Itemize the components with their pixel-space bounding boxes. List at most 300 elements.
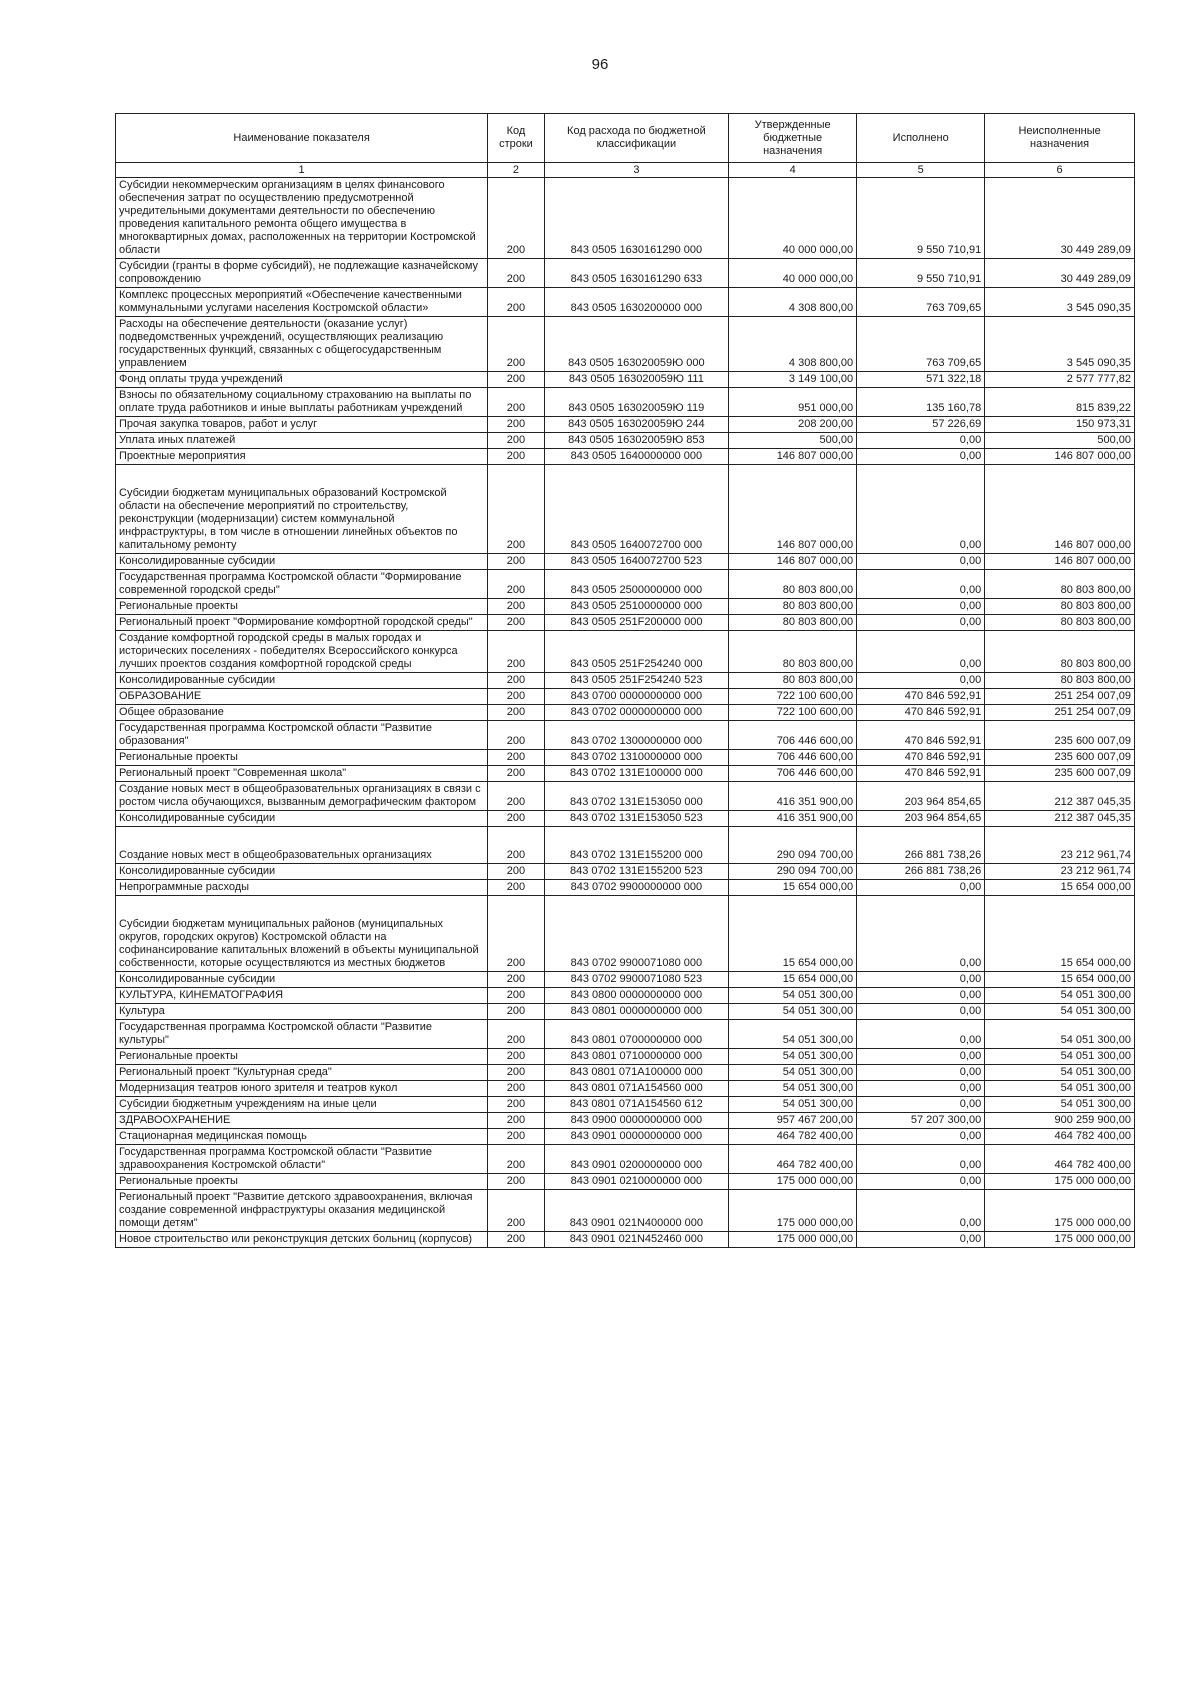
approved-amount-cell: 54 051 300,00 — [729, 1065, 857, 1081]
expense-code-cell: 843 0505 251F254240 523 — [544, 673, 728, 689]
executed-amount-cell: 266 881 738,26 — [857, 864, 985, 880]
expense-code-cell: 843 0901 021N400000 000 — [544, 1190, 728, 1232]
indicator-name-cell: ОБРАЗОВАНИЕ — [116, 689, 488, 705]
unexecuted-amount-cell: 54 051 300,00 — [985, 1049, 1135, 1065]
indicator-name-cell: Государственная программа Костромской области "Формирование современной городской среды" — [116, 570, 488, 599]
approved-amount-cell: 722 100 600,00 — [729, 705, 857, 721]
row-code-cell: 200 — [488, 178, 544, 259]
unexecuted-amount-cell: 150 973,31 — [985, 417, 1135, 433]
executed-amount-cell: 0,00 — [857, 554, 985, 570]
unexecuted-amount-cell: 464 782 400,00 — [985, 1129, 1135, 1145]
approved-amount-cell: 4 308 800,00 — [729, 288, 857, 317]
indicator-name-cell: Региональный проект "Современная школа" — [116, 766, 488, 782]
unexecuted-amount-cell: 175 000 000,00 — [985, 1174, 1135, 1190]
executed-amount-cell: 0,00 — [857, 1174, 985, 1190]
indicator-name-cell: Государственная программа Костромской области "Развитие культуры" — [116, 1020, 488, 1049]
table-row — [116, 988, 1135, 1004]
expense-code-cell: 843 0900 0000000000 000 — [544, 1113, 728, 1129]
executed-amount-cell: 0,00 — [857, 1081, 985, 1097]
row-code-cell: 200 — [488, 465, 544, 554]
table-row — [116, 372, 1135, 388]
indicator-name-cell: Региональный проект "Развитие детского здравоохранения, включая создание современной инфраструктуры оказания медицинской помощи детям" — [116, 1190, 488, 1232]
column-number: 1 — [116, 163, 488, 178]
approved-amount-cell: 706 446 600,00 — [729, 766, 857, 782]
table-row — [116, 1113, 1135, 1129]
row-code-cell: 200 — [488, 615, 544, 631]
executed-amount-cell: 0,00 — [857, 465, 985, 554]
indicator-name-cell: Субсидии бюджетным учреждениям на иные цели — [116, 1097, 488, 1113]
executed-amount-cell: 0,00 — [857, 880, 985, 896]
approved-amount-cell: 500,00 — [729, 433, 857, 449]
unexecuted-amount-cell: 80 803 800,00 — [985, 615, 1135, 631]
table-row — [116, 465, 1135, 554]
unexecuted-amount-cell: 146 807 000,00 — [985, 465, 1135, 554]
executed-amount-cell: 763 709,65 — [857, 288, 985, 317]
row-code-cell: 200 — [488, 1020, 544, 1049]
indicator-name-cell: Общее образование — [116, 705, 488, 721]
row-code-cell: 200 — [488, 1081, 544, 1097]
table-row — [116, 1004, 1135, 1020]
unexecuted-amount-cell: 80 803 800,00 — [985, 599, 1135, 615]
table-row — [116, 705, 1135, 721]
expense-code-cell: 843 0505 163020059Ю 119 — [544, 388, 728, 417]
column-number-row — [116, 163, 1135, 178]
indicator-name-cell: Субсидии бюджетам муниципальных образований Костромской области на обеспечение мероприятий по строительству, реконструкции (модернизации) систем коммунальной инфраструктуры, в том числе в отношении линейных объектов по капитальному ремонту — [116, 465, 488, 554]
indicator-name-cell: Региональные проекты — [116, 750, 488, 766]
unexecuted-amount-cell: 500,00 — [985, 433, 1135, 449]
expense-code-cell: 843 0702 131E155200 523 — [544, 864, 728, 880]
row-code-cell: 200 — [488, 1113, 544, 1129]
table-row — [116, 880, 1135, 896]
header-row — [116, 114, 1135, 163]
expense-code-cell: 843 0801 0700000000 000 — [544, 1020, 728, 1049]
unexecuted-amount-cell: 146 807 000,00 — [985, 449, 1135, 465]
approved-amount-cell: 290 094 700,00 — [729, 864, 857, 880]
page-number: 96 — [591, 56, 609, 73]
expense-code-cell: 843 0505 1640072700 523 — [544, 554, 728, 570]
column-number: 5 — [857, 163, 985, 178]
row-code-cell: 200 — [488, 288, 544, 317]
executed-amount-cell: 0,00 — [857, 673, 985, 689]
executed-amount-cell: 135 160,78 — [857, 388, 985, 417]
unexecuted-amount-cell: 815 839,22 — [985, 388, 1135, 417]
indicator-name-cell: Государственная программа Костромской области "Развитие образования" — [116, 721, 488, 750]
table-row — [116, 972, 1135, 988]
executed-amount-cell: 203 964 854,65 — [857, 782, 985, 811]
indicator-name-cell: Культура — [116, 1004, 488, 1020]
indicator-name-cell: Создание новых мест в общеобразовательных организациях в связи с ростом числа обучающихся, вызванным демографическим фактором — [116, 782, 488, 811]
indicator-name-cell: Региональный проект "Формирование комфортной городской среды" — [116, 615, 488, 631]
expense-code-cell: 843 0702 131E155200 000 — [544, 827, 728, 864]
indicator-name-cell: Консолидированные субсидии — [116, 554, 488, 570]
executed-amount-cell: 0,00 — [857, 449, 985, 465]
header-approved: Утвержденные бюджетные назначения — [729, 114, 857, 163]
header-row-code: Код строки — [488, 114, 544, 163]
indicator-name-cell: Государственная программа Костромской области "Развитие здравоохранения Костромской области" — [116, 1145, 488, 1174]
expense-code-cell: 843 0505 2500000000 000 — [544, 570, 728, 599]
table-row — [116, 433, 1135, 449]
indicator-name-cell: Взносы по обязательному социальному страхованию на выплаты по оплате труда работников и иные выплаты работникам учреждений — [116, 388, 488, 417]
expense-code-cell: 843 0801 0000000000 000 — [544, 1004, 728, 1020]
table-row — [116, 1174, 1135, 1190]
indicator-name-cell: Консолидированные субсидии — [116, 811, 488, 827]
approved-amount-cell: 54 051 300,00 — [729, 1004, 857, 1020]
unexecuted-amount-cell: 54 051 300,00 — [985, 1065, 1135, 1081]
column-number: 6 — [985, 163, 1135, 178]
indicator-name-cell: Новое строительство или реконструкция детских больниц (корпусов) — [116, 1232, 488, 1248]
approved-amount-cell: 957 467 200,00 — [729, 1113, 857, 1129]
indicator-name-cell: Создание комфортной городской среды в малых городах и исторических поселениях - победителях Всероссийского конкурса лучших проектов создания комфортной городской среды — [116, 631, 488, 673]
expense-code-cell: 843 0801 071A154560 612 — [544, 1097, 728, 1113]
table-row — [116, 1232, 1135, 1248]
executed-amount-cell: 0,00 — [857, 570, 985, 599]
approved-amount-cell: 464 782 400,00 — [729, 1129, 857, 1145]
approved-amount-cell: 54 051 300,00 — [729, 988, 857, 1004]
row-code-cell: 200 — [488, 388, 544, 417]
unexecuted-amount-cell: 23 212 961,74 — [985, 827, 1135, 864]
executed-amount-cell: 9 550 710,91 — [857, 259, 985, 288]
executed-amount-cell: 0,00 — [857, 433, 985, 449]
expense-code-cell: 843 0702 131E100000 000 — [544, 766, 728, 782]
executed-amount-cell: 0,00 — [857, 1145, 985, 1174]
unexecuted-amount-cell: 30 449 289,09 — [985, 259, 1135, 288]
executed-amount-cell: 0,00 — [857, 1004, 985, 1020]
unexecuted-amount-cell: 15 654 000,00 — [985, 896, 1135, 972]
header-expense-code: Код расхода по бюджетной классификации — [544, 114, 728, 163]
table-row — [116, 766, 1135, 782]
table-row — [116, 721, 1135, 750]
approved-amount-cell: 464 782 400,00 — [729, 1145, 857, 1174]
row-code-cell: 200 — [488, 880, 544, 896]
row-code-cell: 200 — [488, 599, 544, 615]
row-code-cell: 200 — [488, 1232, 544, 1248]
expense-code-cell: 843 0702 0000000000 000 — [544, 705, 728, 721]
table-row — [116, 631, 1135, 673]
expense-code-cell: 843 0702 1310000000 000 — [544, 750, 728, 766]
executed-amount-cell: 0,00 — [857, 599, 985, 615]
expense-code-cell: 843 0702 9900071080 000 — [544, 896, 728, 972]
unexecuted-amount-cell: 30 449 289,09 — [985, 178, 1135, 259]
approved-amount-cell: 80 803 800,00 — [729, 673, 857, 689]
table-row — [116, 827, 1135, 864]
table-row — [116, 615, 1135, 631]
row-code-cell: 200 — [488, 1145, 544, 1174]
approved-amount-cell: 15 654 000,00 — [729, 972, 857, 988]
expense-code-cell: 843 0702 9900000000 000 — [544, 880, 728, 896]
approved-amount-cell: 54 051 300,00 — [729, 1097, 857, 1113]
indicator-name-cell: ЗДРАВООХРАНЕНИЕ — [116, 1113, 488, 1129]
unexecuted-amount-cell: 235 600 007,09 — [985, 721, 1135, 750]
row-code-cell: 200 — [488, 1004, 544, 1020]
row-code-cell: 200 — [488, 1174, 544, 1190]
table-row — [116, 1049, 1135, 1065]
row-code-cell: 200 — [488, 259, 544, 288]
executed-amount-cell: 0,00 — [857, 1049, 985, 1065]
executed-amount-cell: 0,00 — [857, 896, 985, 972]
expense-code-cell: 843 0702 9900071080 523 — [544, 972, 728, 988]
indicator-name-cell: Региональные проекты — [116, 1174, 488, 1190]
row-code-cell: 200 — [488, 782, 544, 811]
indicator-name-cell: Субсидии (гранты в форме субсидий), не подлежащие казначейскому сопровождению — [116, 259, 488, 288]
row-code-cell: 200 — [488, 988, 544, 1004]
executed-amount-cell: 266 881 738,26 — [857, 827, 985, 864]
row-code-cell: 200 — [488, 317, 544, 372]
expense-code-cell: 843 0800 0000000000 000 — [544, 988, 728, 1004]
expense-code-cell: 843 0505 163020059Ю 244 — [544, 417, 728, 433]
row-code-cell: 200 — [488, 1097, 544, 1113]
unexecuted-amount-cell: 54 051 300,00 — [985, 1020, 1135, 1049]
table-row — [116, 811, 1135, 827]
indicator-name-cell: Модернизация театров юного зрителя и театров кукол — [116, 1081, 488, 1097]
unexecuted-amount-cell: 212 387 045,35 — [985, 811, 1135, 827]
unexecuted-amount-cell: 54 051 300,00 — [985, 1004, 1135, 1020]
approved-amount-cell: 416 351 900,00 — [729, 811, 857, 827]
row-code-cell: 200 — [488, 721, 544, 750]
approved-amount-cell: 54 051 300,00 — [729, 1020, 857, 1049]
table-row — [116, 449, 1135, 465]
expense-code-cell: 843 0505 251F200000 000 — [544, 615, 728, 631]
header-unexecuted: Неисполненные назначения — [985, 114, 1135, 163]
expense-code-cell: 843 0505 163020059Ю 853 — [544, 433, 728, 449]
expense-code-cell: 843 0505 1640000000 000 — [544, 449, 728, 465]
column-number: 2 — [488, 163, 544, 178]
executed-amount-cell: 0,00 — [857, 1020, 985, 1049]
expense-code-cell: 843 0901 0000000000 000 — [544, 1129, 728, 1145]
executed-amount-cell: 0,00 — [857, 988, 985, 1004]
unexecuted-amount-cell: 80 803 800,00 — [985, 631, 1135, 673]
unexecuted-amount-cell: 15 654 000,00 — [985, 972, 1135, 988]
header-executed: Исполнено — [857, 114, 985, 163]
row-code-cell: 200 — [488, 1065, 544, 1081]
unexecuted-amount-cell: 900 259 900,00 — [985, 1113, 1135, 1129]
unexecuted-amount-cell: 80 803 800,00 — [985, 570, 1135, 599]
unexecuted-amount-cell: 54 051 300,00 — [985, 1081, 1135, 1097]
row-code-cell: 200 — [488, 433, 544, 449]
expense-code-cell: 843 0702 131E153050 000 — [544, 782, 728, 811]
expense-code-cell: 843 0505 1640072700 000 — [544, 465, 728, 554]
unexecuted-amount-cell: 80 803 800,00 — [985, 673, 1135, 689]
row-code-cell: 200 — [488, 811, 544, 827]
indicator-name-cell: Региональные проекты — [116, 599, 488, 615]
indicator-name-cell: Консолидированные субсидии — [116, 673, 488, 689]
expense-code-cell: 843 0702 131E153050 523 — [544, 811, 728, 827]
row-code-cell: 200 — [488, 972, 544, 988]
table-body — [116, 178, 1135, 1248]
approved-amount-cell: 290 094 700,00 — [729, 827, 857, 864]
table-row — [116, 1145, 1135, 1174]
approved-amount-cell: 40 000 000,00 — [729, 178, 857, 259]
header-indicator-name: Наименование показателя — [116, 114, 488, 163]
table-row — [116, 1020, 1135, 1049]
approved-amount-cell: 40 000 000,00 — [729, 259, 857, 288]
unexecuted-amount-cell: 464 782 400,00 — [985, 1145, 1135, 1174]
row-code-cell: 200 — [488, 673, 544, 689]
unexecuted-amount-cell: 54 051 300,00 — [985, 988, 1135, 1004]
approved-amount-cell: 146 807 000,00 — [729, 449, 857, 465]
indicator-name-cell: Субсидии бюджетам муниципальных районов (муниципальных округов, городских округов) Костромской области на софинансирование капитальных вложений в объекты муниципальной собственности, которые осуществляются из местных бюджетов — [116, 896, 488, 972]
expense-code-cell: 843 0505 2510000000 000 — [544, 599, 728, 615]
indicator-name-cell: Консолидированные субсидии — [116, 972, 488, 988]
expense-code-cell: 843 0505 1630161290 000 — [544, 178, 728, 259]
approved-amount-cell: 175 000 000,00 — [729, 1174, 857, 1190]
approved-amount-cell: 146 807 000,00 — [729, 554, 857, 570]
indicator-name-cell: Консолидированные субсидии — [116, 864, 488, 880]
unexecuted-amount-cell: 235 600 007,09 — [985, 766, 1135, 782]
unexecuted-amount-cell: 3 545 090,35 — [985, 288, 1135, 317]
row-code-cell: 200 — [488, 705, 544, 721]
table-row — [116, 896, 1135, 972]
table-row — [116, 417, 1135, 433]
indicator-name-cell: Региональные проекты — [116, 1049, 488, 1065]
table-row — [116, 288, 1135, 317]
executed-amount-cell: 0,00 — [857, 1097, 985, 1113]
unexecuted-amount-cell: 146 807 000,00 — [985, 554, 1135, 570]
expense-code-cell: 843 0801 071A154560 000 — [544, 1081, 728, 1097]
approved-amount-cell: 80 803 800,00 — [729, 599, 857, 615]
table-row — [116, 1065, 1135, 1081]
executed-amount-cell: 9 550 710,91 — [857, 178, 985, 259]
approved-amount-cell: 15 654 000,00 — [729, 896, 857, 972]
indicator-name-cell: Создание новых мест в общеобразовательных организациях — [116, 827, 488, 864]
approved-amount-cell: 80 803 800,00 — [729, 631, 857, 673]
executed-amount-cell: 0,00 — [857, 972, 985, 988]
table-row — [116, 259, 1135, 288]
approved-amount-cell: 722 100 600,00 — [729, 689, 857, 705]
expense-code-cell: 843 0901 021N452460 000 — [544, 1232, 728, 1248]
column-number: 3 — [544, 163, 728, 178]
approved-amount-cell: 706 446 600,00 — [729, 750, 857, 766]
row-code-cell: 200 — [488, 554, 544, 570]
table-row — [116, 750, 1135, 766]
approved-amount-cell: 80 803 800,00 — [729, 615, 857, 631]
table-row — [116, 388, 1135, 417]
indicator-name-cell: Субсидии некоммерческим организациям в целях финансового обеспечения затрат по осуществлению предусмотренной учредительными документами деятельности по обеспечению проведения капитального ремонта общего имущества в многоквартирных домах, расположенных на территории Костромской области — [116, 178, 488, 259]
approved-amount-cell: 208 200,00 — [729, 417, 857, 433]
indicator-name-cell: Комплекс процессных мероприятий «Обеспечение качественными коммунальными услугами населения Костромской области» — [116, 288, 488, 317]
expense-code-cell: 843 0505 1630161290 633 — [544, 259, 728, 288]
unexecuted-amount-cell: 212 387 045,35 — [985, 782, 1135, 811]
row-code-cell: 200 — [488, 570, 544, 599]
expense-code-cell: 843 0901 0200000000 000 — [544, 1145, 728, 1174]
indicator-name-cell: Региональный проект "Культурная среда" — [116, 1065, 488, 1081]
executed-amount-cell: 470 846 592,91 — [857, 766, 985, 782]
unexecuted-amount-cell: 15 654 000,00 — [985, 880, 1135, 896]
executed-amount-cell: 0,00 — [857, 1232, 985, 1248]
table-row — [116, 1129, 1135, 1145]
executed-amount-cell: 470 846 592,91 — [857, 689, 985, 705]
approved-amount-cell: 4 308 800,00 — [729, 317, 857, 372]
indicator-name-cell: КУЛЬТУРА, КИНЕМАТОГРАФИЯ — [116, 988, 488, 1004]
row-code-cell: 200 — [488, 1190, 544, 1232]
row-code-cell: 200 — [488, 417, 544, 433]
approved-amount-cell: 3 149 100,00 — [729, 372, 857, 388]
indicator-name-cell: Стационарная медицинская помощь — [116, 1129, 488, 1145]
expense-code-cell: 843 0901 0210000000 000 — [544, 1174, 728, 1190]
unexecuted-amount-cell: 175 000 000,00 — [985, 1232, 1135, 1248]
approved-amount-cell: 15 654 000,00 — [729, 880, 857, 896]
row-code-cell: 200 — [488, 1129, 544, 1145]
row-code-cell: 200 — [488, 449, 544, 465]
row-code-cell: 200 — [488, 372, 544, 388]
executed-amount-cell: 571 322,18 — [857, 372, 985, 388]
executed-amount-cell: 763 709,65 — [857, 317, 985, 372]
unexecuted-amount-cell: 175 000 000,00 — [985, 1190, 1135, 1232]
table-row — [116, 178, 1135, 259]
indicator-name-cell: Непрограммные расходы — [116, 880, 488, 896]
indicator-name-cell: Уплата иных платежей — [116, 433, 488, 449]
approved-amount-cell: 54 051 300,00 — [729, 1081, 857, 1097]
row-code-cell: 200 — [488, 689, 544, 705]
row-code-cell: 200 — [488, 864, 544, 880]
row-code-cell: 200 — [488, 766, 544, 782]
table-row — [116, 782, 1135, 811]
table-row — [116, 1190, 1135, 1232]
indicator-name-cell: Проектные мероприятия — [116, 449, 488, 465]
approved-amount-cell: 951 000,00 — [729, 388, 857, 417]
expense-code-cell: 843 0505 163020059Ю 111 — [544, 372, 728, 388]
table-row — [116, 570, 1135, 599]
table-row — [116, 864, 1135, 880]
executed-amount-cell: 470 846 592,91 — [857, 705, 985, 721]
executed-amount-cell: 0,00 — [857, 1065, 985, 1081]
executed-amount-cell: 0,00 — [857, 631, 985, 673]
table-row — [116, 689, 1135, 705]
expense-code-cell: 843 0801 0710000000 000 — [544, 1049, 728, 1065]
expense-code-cell: 843 0505 1630200000 000 — [544, 288, 728, 317]
unexecuted-amount-cell: 23 212 961,74 — [985, 864, 1135, 880]
unexecuted-amount-cell: 251 254 007,09 — [985, 689, 1135, 705]
approved-amount-cell: 706 446 600,00 — [729, 721, 857, 750]
expense-code-cell: 843 0702 1300000000 000 — [544, 721, 728, 750]
executed-amount-cell: 203 964 854,65 — [857, 811, 985, 827]
executed-amount-cell: 57 207 300,00 — [857, 1113, 985, 1129]
table-row — [116, 1081, 1135, 1097]
row-code-cell: 200 — [488, 1049, 544, 1065]
approved-amount-cell: 80 803 800,00 — [729, 570, 857, 599]
expense-code-cell: 843 0700 0000000000 000 — [544, 689, 728, 705]
approved-amount-cell: 54 051 300,00 — [729, 1049, 857, 1065]
row-code-cell: 200 — [488, 750, 544, 766]
column-number: 4 — [729, 163, 857, 178]
row-code-cell: 200 — [488, 631, 544, 673]
executed-amount-cell: 57 226,69 — [857, 417, 985, 433]
expense-code-cell: 843 0505 251F254240 000 — [544, 631, 728, 673]
executed-amount-cell: 470 846 592,91 — [857, 750, 985, 766]
unexecuted-amount-cell: 251 254 007,09 — [985, 705, 1135, 721]
table-row — [116, 673, 1135, 689]
unexecuted-amount-cell: 235 600 007,09 — [985, 750, 1135, 766]
table-row — [116, 317, 1135, 372]
indicator-name-cell: Расходы на обеспечение деятельности (оказание услуг) подведомственных учреждений, осуществляющих реализацию государственных функций, связанных с общегосударственным управлением — [116, 317, 488, 372]
approved-amount-cell: 175 000 000,00 — [729, 1232, 857, 1248]
executed-amount-cell: 0,00 — [857, 1129, 985, 1145]
approved-amount-cell: 146 807 000,00 — [729, 465, 857, 554]
row-code-cell: 200 — [488, 827, 544, 864]
indicator-name-cell: Фонд оплаты труда учреждений — [116, 372, 488, 388]
expense-code-cell: 843 0505 163020059Ю 000 — [544, 317, 728, 372]
indicator-name-cell: Прочая закупка товаров, работ и услуг — [116, 417, 488, 433]
row-code-cell: 200 — [488, 896, 544, 972]
unexecuted-amount-cell: 2 577 777,82 — [985, 372, 1135, 388]
executed-amount-cell: 0,00 — [857, 1190, 985, 1232]
expense-code-cell: 843 0801 071A100000 000 — [544, 1065, 728, 1081]
table-row — [116, 599, 1135, 615]
table-row — [116, 1097, 1135, 1113]
approved-amount-cell: 175 000 000,00 — [729, 1190, 857, 1232]
unexecuted-amount-cell: 54 051 300,00 — [985, 1097, 1135, 1113]
approved-amount-cell: 416 351 900,00 — [729, 782, 857, 811]
executed-amount-cell: 470 846 592,91 — [857, 721, 985, 750]
